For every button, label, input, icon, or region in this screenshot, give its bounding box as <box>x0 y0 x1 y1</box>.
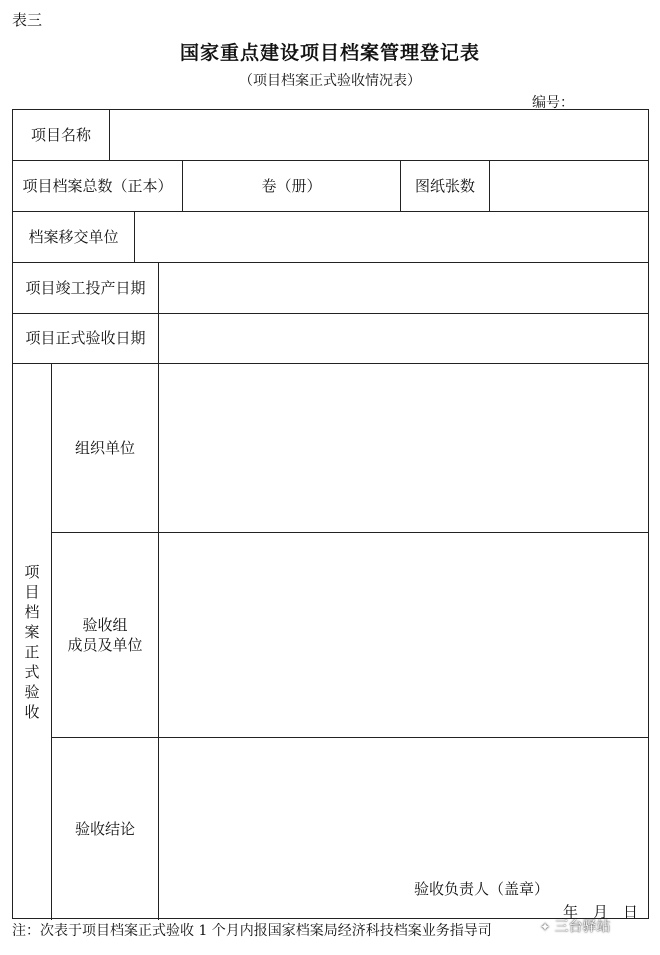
conclusion-label: 验收结论 <box>74 819 135 838</box>
completion-date-label: 项目竣工投产日期 <box>25 278 146 297</box>
volumes-unit-label: 卷（册） <box>261 176 322 195</box>
footer-note: 注：次表于项目档案正式验收 1 个月内报国家档案局经济科技档案业务指导司 <box>12 923 492 939</box>
organizer-label: 组织单位 <box>74 438 135 457</box>
members-label-line2: 成员及单位 <box>67 636 143 654</box>
acceptance-date-label: 项目正式验收日期 <box>25 329 146 348</box>
wechat-icon: ✦ <box>540 920 551 934</box>
total-volumes-label: 项目档案总数（正本） <box>22 176 173 195</box>
members-label <box>52 533 158 737</box>
watermark-text: 三台驿站 <box>554 919 611 935</box>
project-name-field[interactable] <box>110 110 648 160</box>
organizer-field[interactable] <box>159 364 648 532</box>
form-title: 国家重点建设项目档案管理登记表 <box>179 42 480 64</box>
transfer-unit-field[interactable] <box>135 212 648 262</box>
table-number-label: 表三 <box>12 11 43 29</box>
members-field[interactable] <box>159 533 648 737</box>
members-label-line1: 验收组 <box>82 615 128 634</box>
drawing-sheets-field[interactable] <box>490 161 648 211</box>
form-subtitle: （项目档案正式验收情况表） <box>239 73 421 89</box>
drawing-sheets-label: 图纸张数 <box>414 176 475 195</box>
project-name-label: 项目名称 <box>30 125 91 144</box>
acceptance-date-field[interactable] <box>159 314 648 363</box>
sign-date: 年 月 日 <box>563 903 639 921</box>
transfer-unit-label: 档案移交单位 <box>28 227 119 246</box>
registration-form-table <box>12 109 649 919</box>
conclusion-field[interactable] <box>159 738 648 920</box>
acceptance-group-text: 项目档案正式验收 <box>24 563 40 721</box>
watermark <box>540 916 611 936</box>
acceptance-group-label <box>13 364 51 920</box>
completion-date-field[interactable] <box>159 263 648 313</box>
signer-label: 验收负责人（盖章） <box>414 880 550 898</box>
serial-number-label: 编号： <box>532 95 574 111</box>
